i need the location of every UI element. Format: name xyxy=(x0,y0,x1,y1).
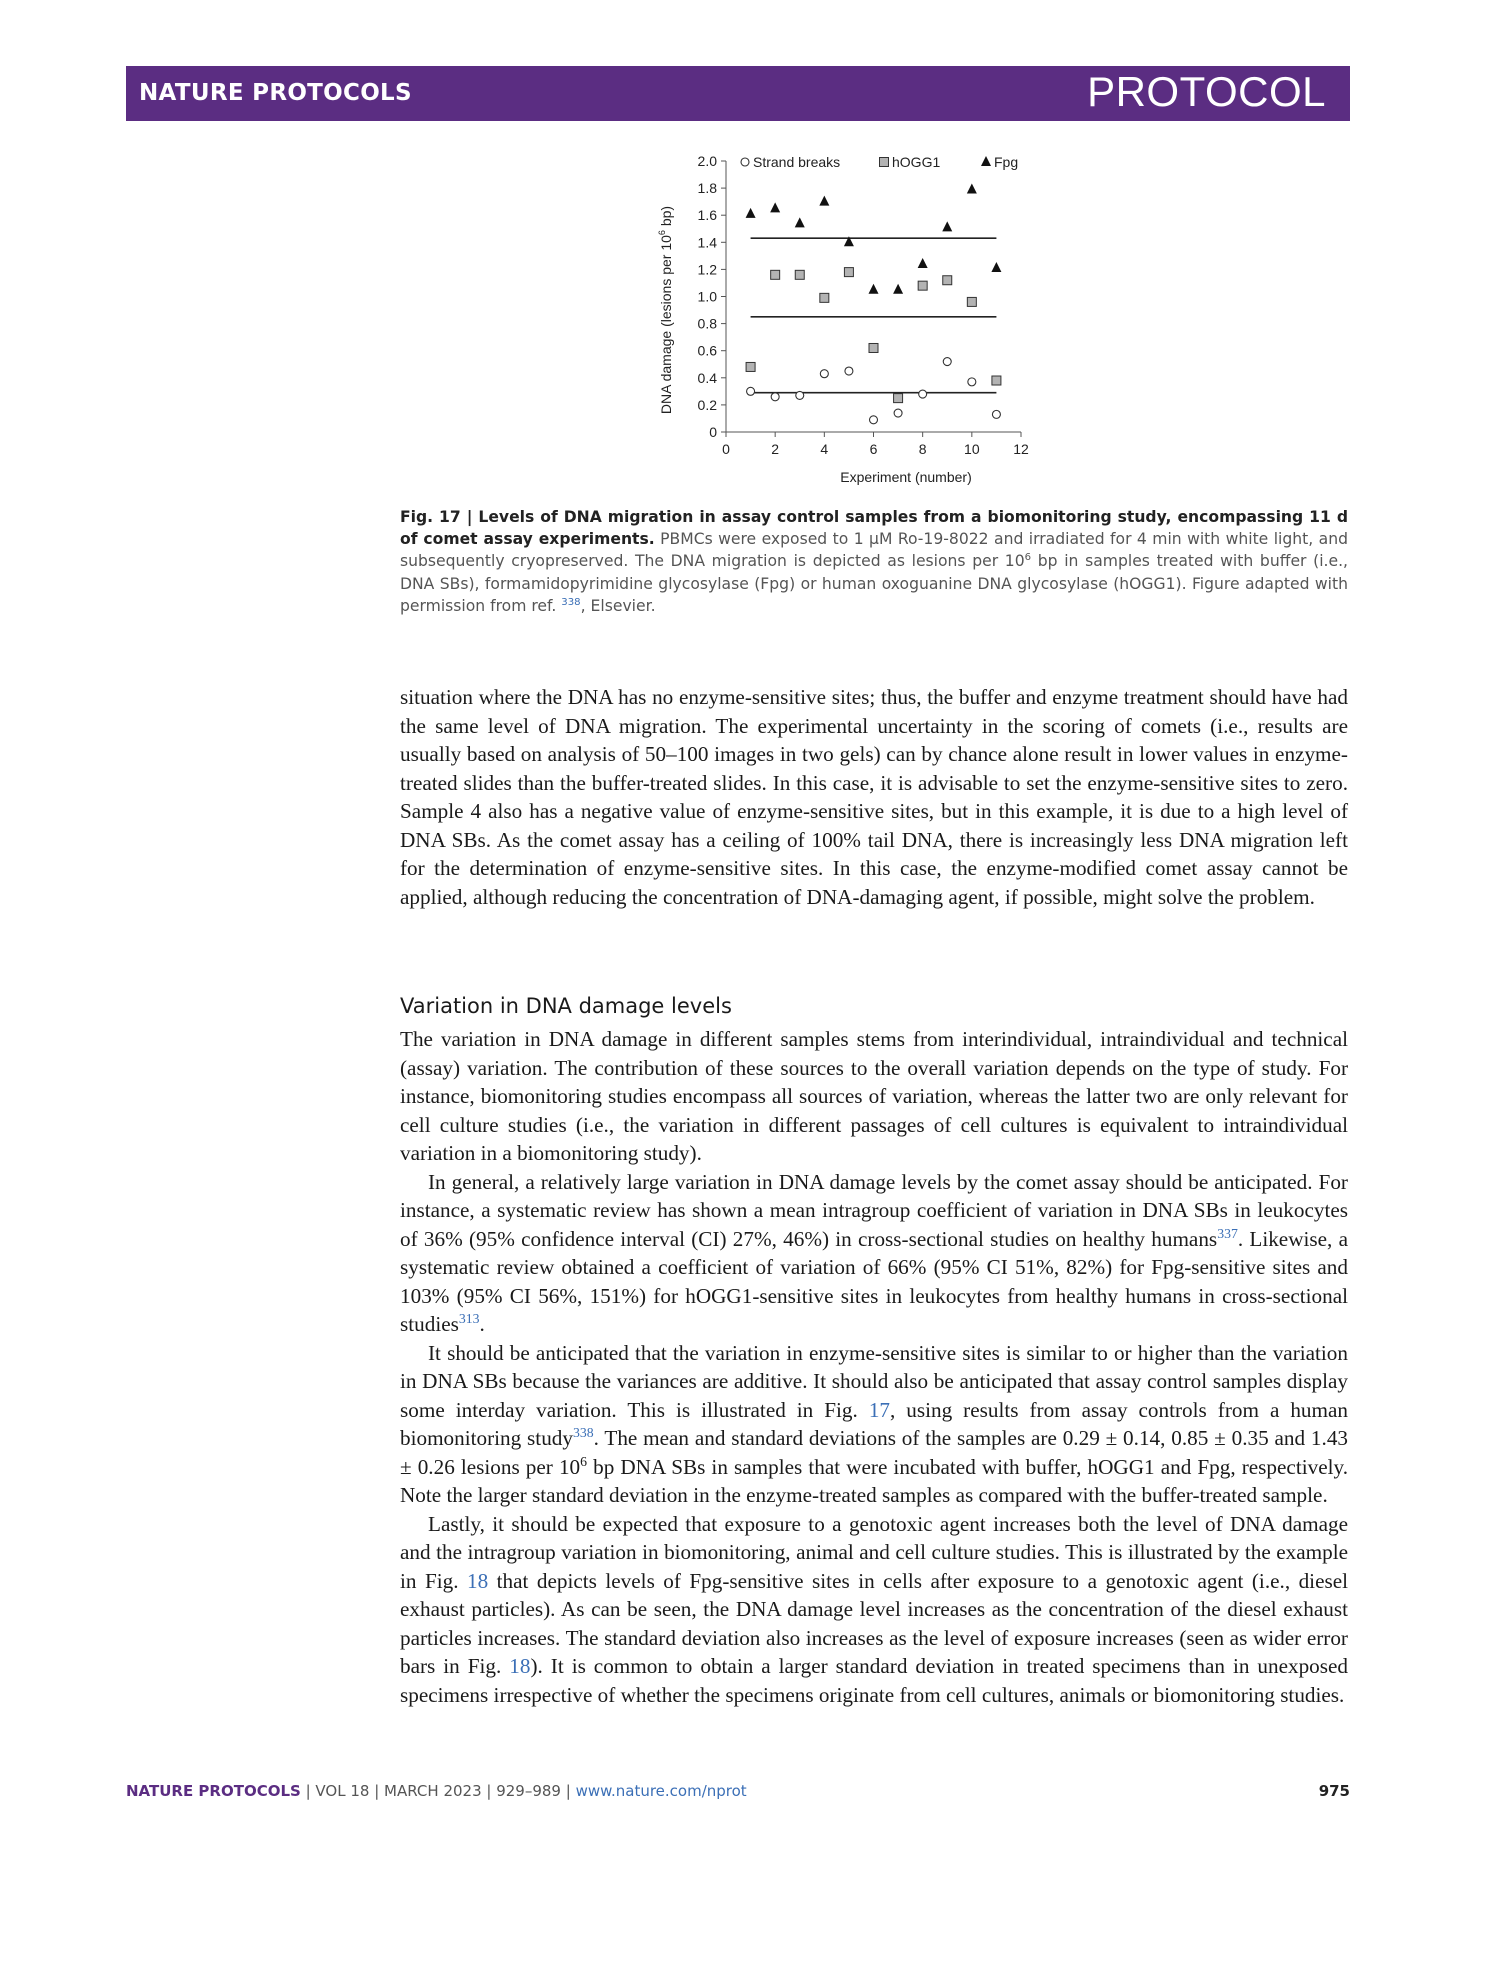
strand-breaks-point xyxy=(992,410,1000,418)
hogg1-point xyxy=(869,343,878,352)
paragraph: Lastly, it should be expected that exposure to a genotoxic agent increases both the level of DNA damage and the intragroup variation in biomonitoring, animal and cell culture studies. This is illustrated by the example in Fig. 18 that depicts levels of Fpg-sensitive sites in cells after exposure to a genotoxic agent (i.e., diesel exhaust particles). As can be seen, the DNA damage level increases as the concentration of the diesel exhaust particles increases. The standard deviation also increases as the level of exposure increases (seen as wider error bars in Fig. 18). It is common to obtain a larger standard deviation in treated specimens than in unexposed specimens irrespective of whether the specimens originate from cell cultures, animals or biomonitoring studies. xyxy=(400,1511,1349,1707)
legend-hogg1-label: hOGG1 xyxy=(892,154,941,170)
footer-url[interactable]: www.nature.com/nprot xyxy=(575,1782,747,1800)
reference-link[interactable]: 338 xyxy=(561,596,581,608)
y-tick-label: 1.4 xyxy=(697,234,717,251)
reference-link[interactable]: 313 xyxy=(458,1310,480,1326)
figure-17-chart xyxy=(650,140,1110,495)
legend-hogg1-marker xyxy=(880,158,889,167)
x-tick-label: 8 xyxy=(918,441,927,457)
fpg-point xyxy=(819,196,829,206)
strand-breaks-point xyxy=(796,391,804,399)
y-tick-label: 1.8 xyxy=(697,180,717,197)
hogg1-point xyxy=(844,268,853,277)
legend-fpg-marker xyxy=(981,156,991,166)
legend-fpg-label: Fpg xyxy=(994,154,1019,170)
hogg1-point xyxy=(795,270,804,279)
x-axis-label: Experiment (number) xyxy=(840,469,972,485)
strand-breaks-point xyxy=(820,370,828,378)
x-tick-label: 6 xyxy=(869,441,878,457)
y-tick-label: 1.2 xyxy=(697,261,717,278)
reference-link[interactable]: 338 xyxy=(572,1424,594,1440)
y-axis-label: DNA damage (lesions per $10^6$ bp) xyxy=(657,205,674,415)
y-tick-label: 2.0 xyxy=(697,153,717,169)
y-tick-label: 1.6 xyxy=(697,207,717,224)
caption-label: Fig. 17 | Levels of DNA migration in assay control samples from a biomonitoring study, encompassing 11 d of comet assay experiments. xyxy=(400,508,1348,549)
section-body xyxy=(400,1025,1348,1709)
hogg1-point xyxy=(894,394,903,403)
reference-link[interactable]: 337 xyxy=(1217,1225,1238,1241)
section-heading: Variation in DNA damage levels xyxy=(400,994,732,1018)
y-tick-label: 0.8 xyxy=(697,315,717,332)
article-type: PROTOCOL xyxy=(1087,68,1326,115)
y-tick-label: 0.6 xyxy=(697,342,717,359)
chart-legend xyxy=(741,154,1018,170)
strand-breaks-point xyxy=(894,409,902,417)
x-tick-label: 0 xyxy=(722,441,730,457)
hogg1-point xyxy=(771,270,780,279)
strand-breaks-point xyxy=(968,378,976,386)
hogg1-point xyxy=(967,297,976,306)
x-tick-label: 12 xyxy=(1013,441,1029,457)
fpg-point xyxy=(942,221,952,231)
hogg1-point xyxy=(992,376,1001,385)
y-tick-label: 0 xyxy=(709,424,717,440)
paragraph: In general, a relatively large variation in DNA damage levels by the comet assay should be anticipated. For instance, a systematic review has shown a mean intragroup coefficient of variation in DNA SBs in leukocytes of 36% (95% confidence interval (CI) 27%, 46%) in cross-sectional studies on healthy humans$^{337}$. Likewise, a systematic review obtained a coefficient of variation of 66% (95% CI 51%, 82%) for Fpg-sensitive sites and 103% (95% CI 56%, 151%) for hOGG1-sensitive sites in leukocytes from healthy humans in cross-sectional studies$^{313}$. xyxy=(400,1169,1348,1336)
footer-details: | VOL 18 | MARCH 2023 | 929–989 | xyxy=(300,1782,576,1800)
y-tick-label: 0.2 xyxy=(697,396,717,413)
x-tick-label: 2 xyxy=(771,441,780,457)
strand-breaks-point xyxy=(747,387,755,395)
journal-name: NATURE PROTOCOLS xyxy=(139,80,412,106)
hogg1-point xyxy=(943,276,952,285)
fpg-point xyxy=(746,208,756,218)
strand-breaks-point xyxy=(870,416,878,424)
figure-link[interactable]: 17 xyxy=(868,1397,890,1422)
y-tick-label: 0.4 xyxy=(697,369,717,386)
fpg-point xyxy=(991,262,1001,272)
figure-link[interactable]: 18 xyxy=(467,1568,489,1593)
figure-caption: Fig. 17 | Levels of DNA migration in assay control samples from a biomonitoring study, encompassing 11 d of comet assay experiments. PBMCs were exposed to 1 μM Ro-19-8022 and irradiated for 4 min with white light, and subsequently cryopreserved. The DNA migration is depicted as lesions per $10^6$ bp in samples treated with buffer (i.e., DNA SBs), formamidopyrimidine glycosylase (Fpg) or human oxoguanine DNA glycosylase (hOGG1). Figure adapted with permission from ref. $^{338}$, Elsevier. xyxy=(400,508,1349,615)
paragraph: The variation in DNA damage in different samples stems from interindividual, intraindividual and technical (assay) variation. The contribution of these sources to the overall variation depends on the type of study. For instance, biomonitoring studies encompass all sources of variation, whereas the latter two are only relevant for cell culture studies (i.e., the variation in different passages of cell cultures is equivalent to intraindividual variation in a biomonitoring study). xyxy=(400,1027,1348,1165)
page-number: 975 xyxy=(1318,1782,1350,1800)
x-tick-label: 10 xyxy=(964,441,980,457)
fpg-point xyxy=(869,284,879,294)
fpg-point xyxy=(770,202,780,212)
x-tick-label: 4 xyxy=(820,441,829,457)
journal-banner xyxy=(126,66,1350,121)
strand-breaks-point xyxy=(771,393,779,401)
paragraph-continued: situation where the DNA has no enzyme-sensitive sites; thus, the buffer and enzyme treatment should have had the same level of DNA migration. The experimental uncertainty in the scoring of comets (i.e., results are usually based on analysis of 50–100 images in two gels) can by chance alone result in lower values in enzyme-treated slides than the buffer-treated slides. In this case, it is advisable to set the enzyme-sensitive sites to zero. Sample 4 also has a negative value of enzyme-sensitive sites, but in this example, it is due to a high level of DNA SBs. As the comet assay has a ceiling of 100% tail DNA, there is increasingly less DNA migration left for the determination of enzyme-sensitive sites. In this case, the enzyme-modified comet assay cannot be applied, although reducing the concentration of DNA-damaging agent, if possible, might solve the problem. xyxy=(400,685,1348,909)
y-tick-label: 1.0 xyxy=(697,288,717,305)
fpg-point xyxy=(795,217,805,227)
hogg1-point xyxy=(918,281,927,290)
legend-strand-breaks-marker xyxy=(741,158,749,166)
strand-breaks-point xyxy=(919,390,927,398)
strand-breaks-point xyxy=(943,358,951,366)
hogg1-point xyxy=(820,293,829,302)
fpg-point xyxy=(918,258,928,268)
chart-marks xyxy=(746,183,1002,423)
hogg1-point xyxy=(746,362,755,371)
legend-strand-breaks-label: Strand breaks xyxy=(753,154,841,170)
strand-breaks-point xyxy=(845,367,853,375)
fpg-point xyxy=(893,284,903,294)
fpg-point xyxy=(967,183,977,193)
footer-journal: NATURE PROTOCOLS xyxy=(126,1782,301,1800)
figure-link[interactable]: 18 xyxy=(509,1654,531,1678)
page-footer xyxy=(126,1782,1350,1800)
paragraph: It should be anticipated that the variation in enzyme-sensitive sites is similar to or higher than the variation in DNA SBs because the variances are additive. It should also be anticipated that assay control samples display some interday variation. This is illustrated in Fig. 17, using results from assay controls from a human biomonitoring study$^{338}$. The mean and standard deviations of the samples are 0.29 ± 0.14, 0.85 ± 0.35 and 1.43 ± 0.26 lesions per $10^6$ bp DNA SBs in samples that were incubated with buffer, hOGG1 and Fpg, respectively. Note the larger standard deviation in the enzyme-treated samples as compared with the buffer-treated sample. xyxy=(400,1340,1349,1507)
chart-axes xyxy=(698,153,1029,457)
